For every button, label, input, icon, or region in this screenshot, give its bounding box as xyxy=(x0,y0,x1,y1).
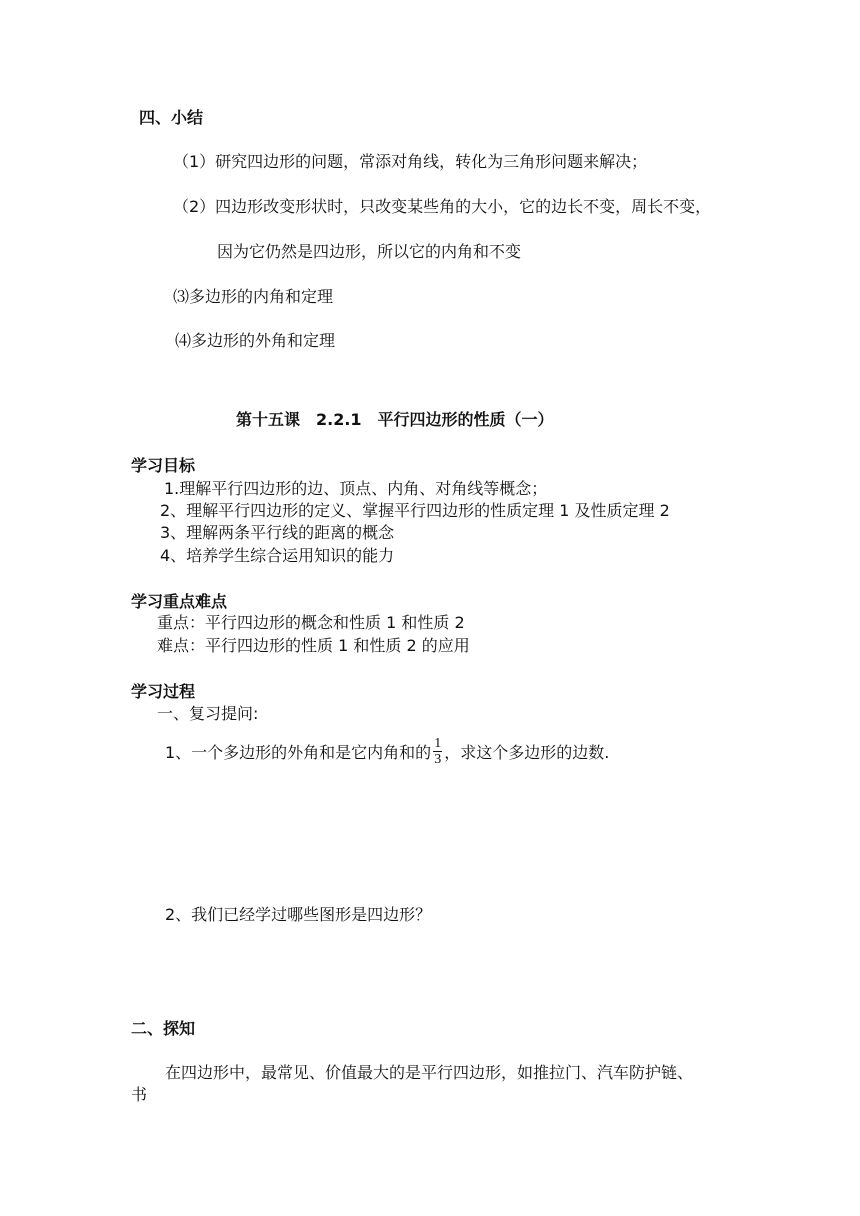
question-1-text: 1、一个多边形的外角和是它内角和的 xyxy=(165,743,432,762)
summary-item-2: （2）四边形改变形状时，只改变某些角的大小，它的边长不变，周长不变， xyxy=(173,197,712,216)
objective-item-2: 2、理解平行四边形的定义、掌握平行四边形的性质定理 1 及性质定理 2 xyxy=(160,501,670,520)
summary-item-2-continued: 因为它仍然是四边形，所以它的内角和不变 xyxy=(217,242,522,261)
objectives-heading: 学习目标 xyxy=(131,456,196,475)
fraction-numerator: 1 xyxy=(434,736,442,751)
summary-item-1: （1）研究四边形的问题，常添对角线，转化为三角形问题来解决； xyxy=(173,152,648,171)
objective-item-3: 3、理解两条平行线的距离的概念 xyxy=(160,523,395,542)
one-third-fraction xyxy=(433,736,442,767)
explore-paragraph-line-1: 在四边形中，最常见、价值最大的是平行四边形，如推拉门、汽车防护链、 xyxy=(165,1063,694,1082)
focus-line: 重点：平行四边形的概念和性质 1 和性质 2 xyxy=(157,613,465,632)
question-1 xyxy=(165,736,609,770)
difficulty-line: 难点：平行四边形的性质 1 和性质 2 的应用 xyxy=(157,636,470,655)
summary-item-3: ⑶多边形的内角和定理 xyxy=(173,287,334,306)
key-points-heading: 学习重点难点 xyxy=(131,592,228,611)
lesson-title: 第十五课 2.2.1 平行四边形的性质（一） xyxy=(236,410,554,429)
explore-heading: 二、探知 xyxy=(131,1019,196,1038)
objective-item-4: 4、培养学生综合运用知识的能力 xyxy=(160,546,395,565)
summary-item-4: ⑷多边形的外角和定理 xyxy=(175,331,336,350)
summary-heading: 四、小结 xyxy=(139,108,204,127)
explore-paragraph-line-2: 书 xyxy=(131,1085,148,1104)
process-heading: 学习过程 xyxy=(131,682,196,701)
question-2: 2、我们已经学过哪些图形是四边形？ xyxy=(165,905,432,924)
objective-item-1: 1.理解平行四边形的边、顶点、内角、对角线等概念； xyxy=(164,479,548,498)
review-heading: 一、复习提问: xyxy=(157,704,259,723)
fraction-denominator: 3 xyxy=(434,752,442,767)
question-1-text-end: ，求这个多边形的边数. xyxy=(444,743,610,762)
